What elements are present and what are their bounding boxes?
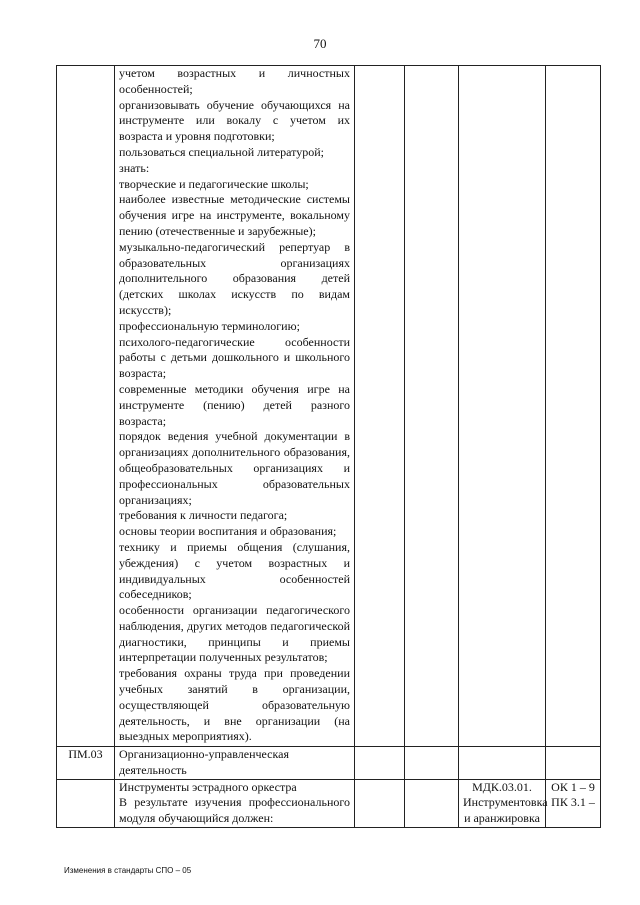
list-item: учетом возрастных и личностных особенностей;	[119, 66, 350, 96]
code-cell	[57, 66, 115, 747]
table-row	[57, 779, 601, 827]
list-item: организовывать обучение обучающихся на инструменте или вокалу с учетом их возраста и уровня подготовки;	[119, 97, 350, 144]
empty-cell	[546, 66, 601, 747]
empty-cell	[405, 66, 459, 747]
list-item: требования к личности педагога;	[119, 508, 288, 523]
empty-cell	[459, 66, 546, 747]
table-row	[57, 747, 601, 780]
list-item: профессиональную терминологию;	[119, 318, 300, 333]
page-number: 70	[313, 36, 327, 51]
empty-cell	[459, 747, 546, 780]
list-item: знать:	[119, 160, 150, 175]
mdk-cell: МДК.03.01. Инструментовка и аранжировка	[459, 779, 546, 827]
content-cell	[115, 66, 355, 747]
section-text: В результате изучения профессионального модуля обучающийся должен:	[119, 795, 350, 826]
list-item: основы теории воспитания и образования;	[119, 524, 337, 539]
list-item: порядок ведения учебной документации в организациях дополнительного образования, общеобразовательных организациях и профессиональных образовательных организациях;	[119, 429, 350, 507]
section-title: Инструменты эстрадного оркестра	[119, 779, 297, 794]
empty-cell	[405, 779, 459, 827]
empty-cell	[57, 779, 115, 827]
empty-cell	[546, 747, 601, 780]
list-item: пользоваться специальной литературой;	[119, 144, 324, 159]
list-item: требования охраны труда при проведении учебных занятий в организации, осуществляющей образовательную деятельность, и вне организации (на выездных мероприятиях).	[119, 666, 350, 744]
empty-cell	[355, 779, 405, 827]
list-item: творческие и педагогические школы;	[119, 176, 309, 191]
list-item: современные методики обучения игре на инструменте (пению) детей разного возраста;	[119, 381, 350, 428]
empty-cell	[405, 747, 459, 780]
competencies-cell: ОК 1 – 9 ПК 3.1 –	[546, 779, 601, 827]
footer-note: Изменения в стандарты СПО – 05	[64, 866, 192, 875]
empty-cell	[355, 66, 405, 747]
list-item: технику и приемы общения (слушания, убеждения) с учетом возрастных и индивидуальных особенностей собеседников;	[119, 539, 350, 602]
list-item: наиболее известные методические системы обучения игре на инструменте, вокальному пению (отечественные и зарубежные);	[119, 192, 350, 238]
list-item: музыкально-педагогический репертуар в образовательных организациях дополнительного образования детей (детских школах искусств по видам искусств);	[119, 239, 350, 317]
curriculum-table	[56, 65, 601, 828]
module-title: Организационно-управленческая деятельность	[115, 747, 355, 780]
empty-cell	[355, 747, 405, 780]
list-item: психолого-педагогические особенности работы с детьми дошкольного и школьного возраста;	[119, 334, 350, 381]
content-cell	[115, 779, 355, 827]
table-row	[57, 66, 601, 747]
list-item: особенности организации педагогического наблюдения, других методов педагогической диагностики, принципы и приемы интерпретации полученных результатов;	[119, 603, 350, 665]
module-code: ПМ.03	[57, 747, 115, 780]
